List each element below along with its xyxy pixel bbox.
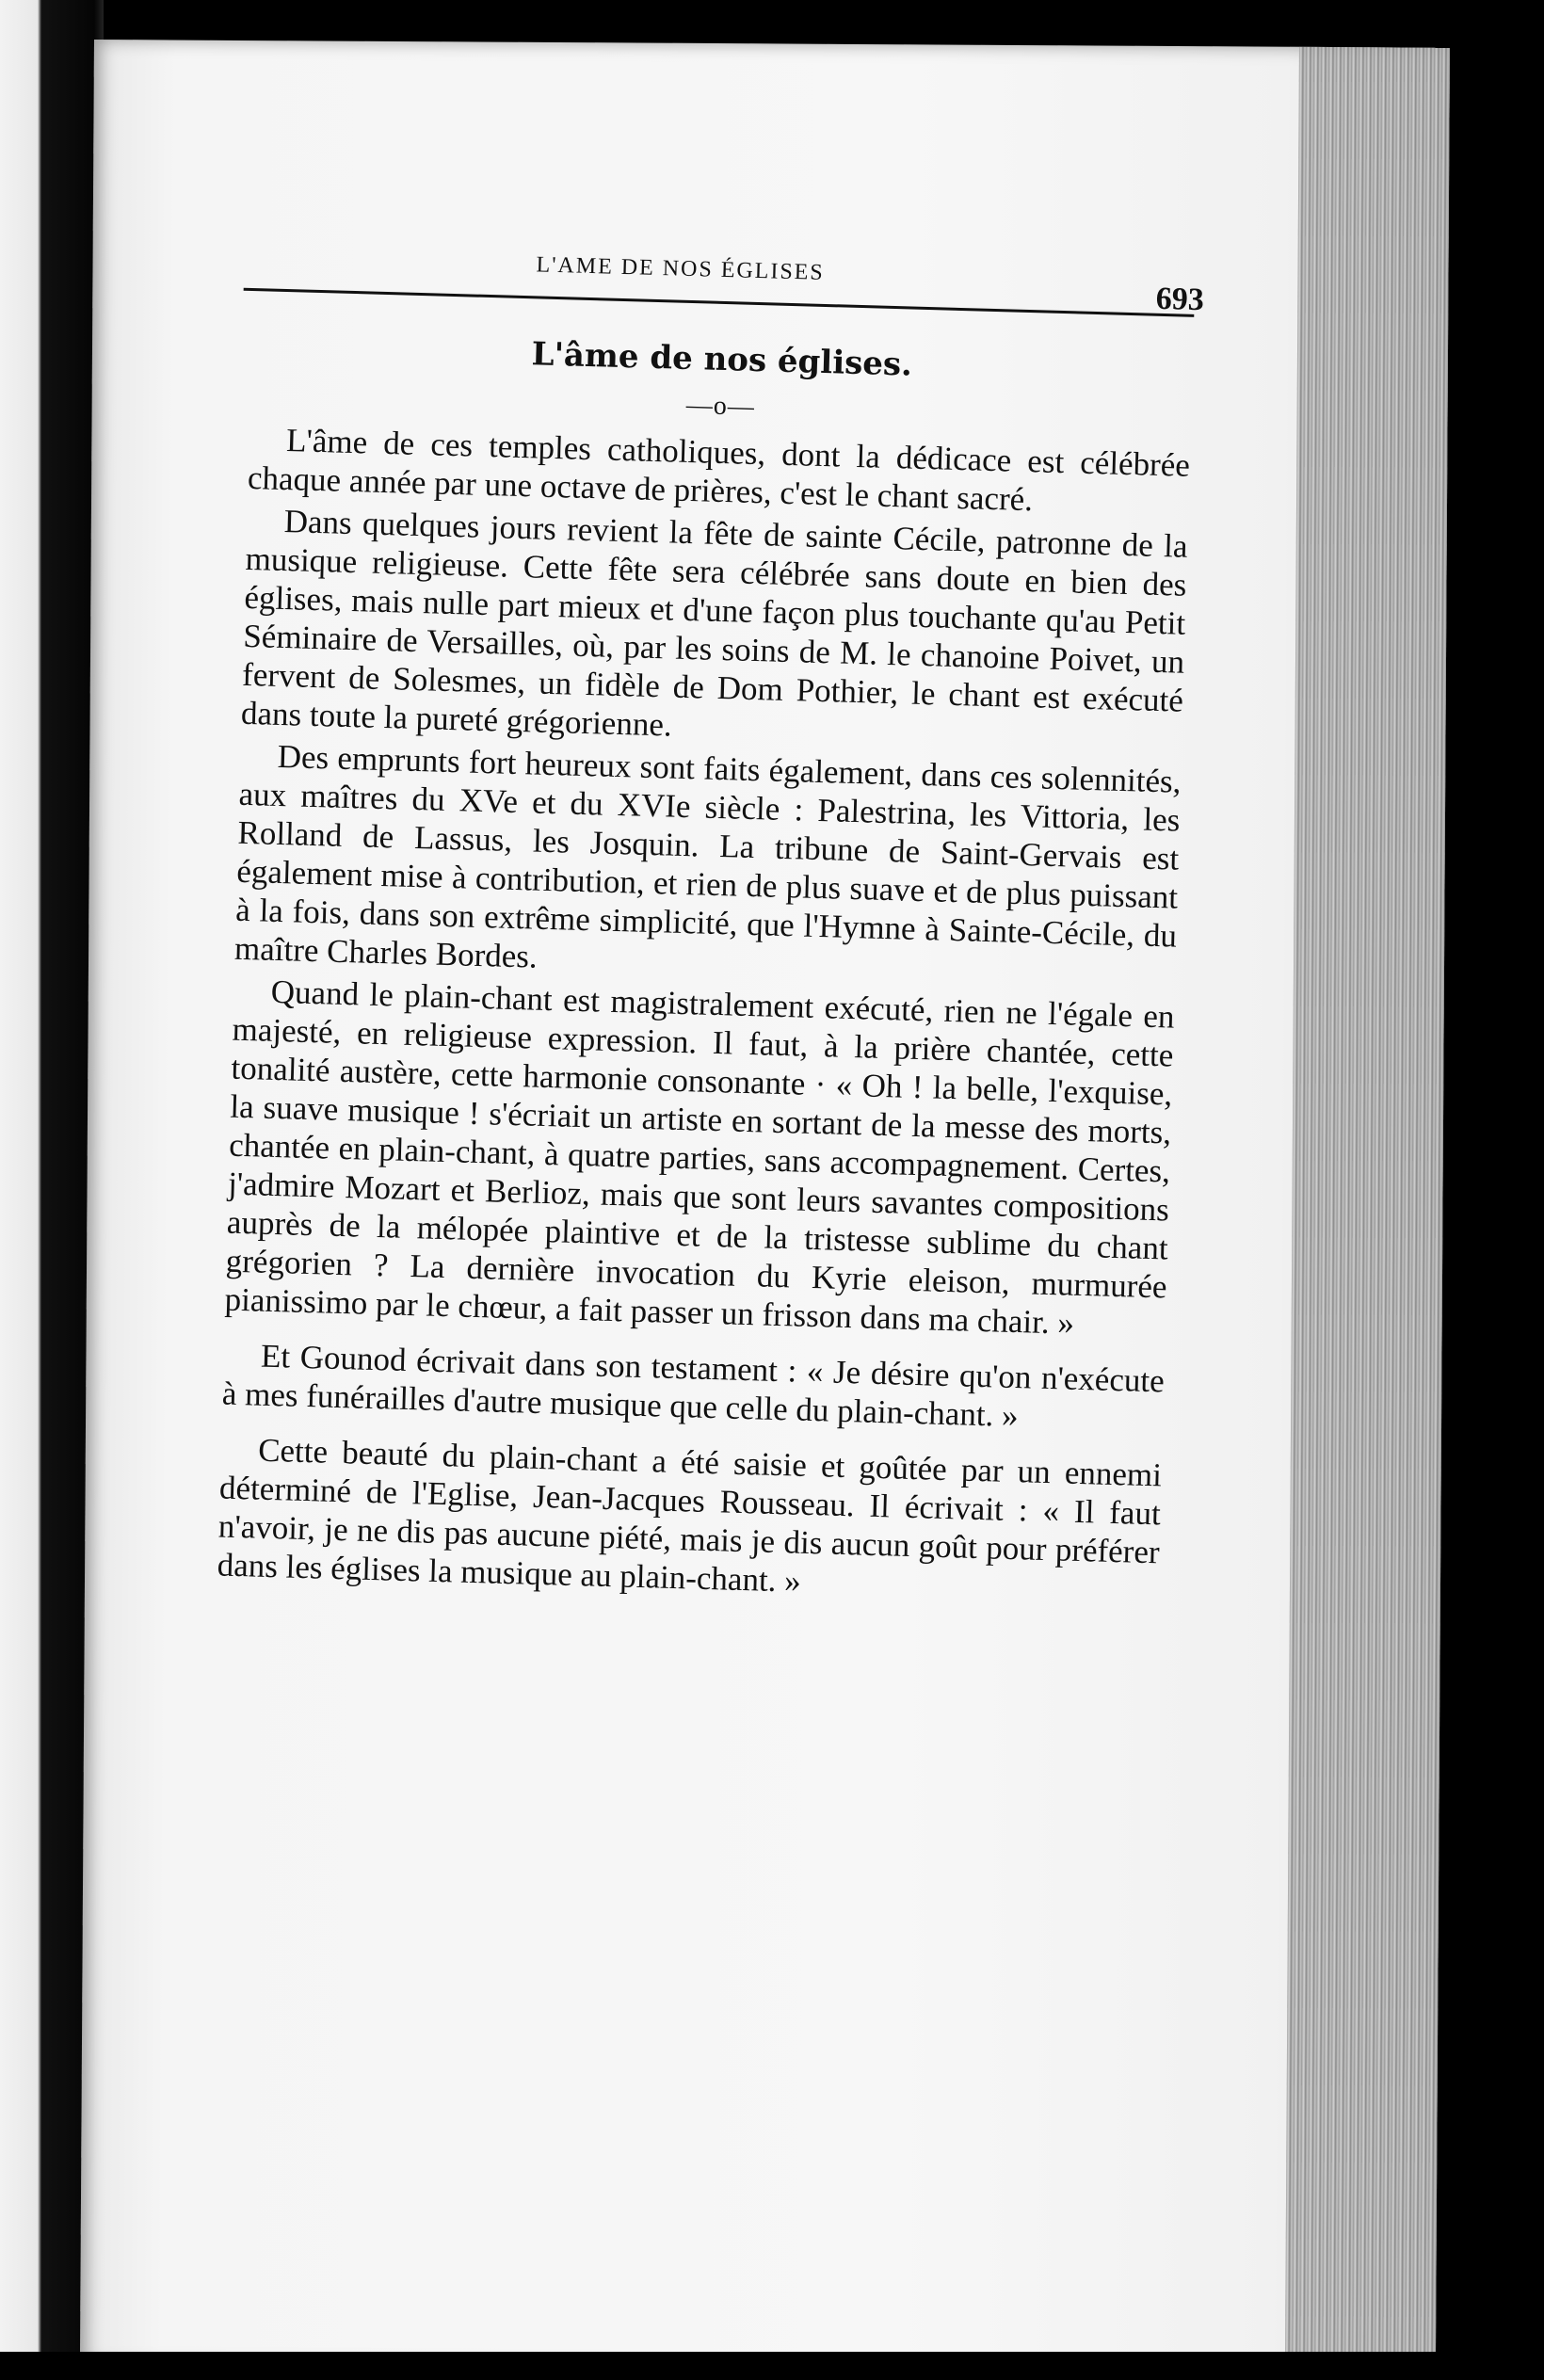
page-content <box>217 245 1205 1610</box>
page-edge-stack <box>1285 47 1450 2373</box>
page-number: 693 <box>1155 281 1205 318</box>
article-title: L'âme de nos églises. <box>531 335 913 384</box>
scan-bottom-margin <box>0 2352 1544 2380</box>
paragraph-6: Cette beauté du plain-chant a été saisie et goûtée par un ennemi déterminé de l'Eglise, Jean-Jacques Rousseau. Il écrivait : « Il faut n'avoir, je ne dis pas aucune piété, mais je dis aucun goût pour préférer dans les églises la musique au plain-chant. » <box>217 1431 1163 1600</box>
header-rule <box>244 288 1195 317</box>
running-title: L'AME DE NOS ÉGLISES <box>536 252 826 285</box>
paragraph-4: Quand le plain-chant est magistralement exécuté, rien ne l'égale en majesté, en religieuse expression. Il faut, à la prière chantée, cette tonalité austère, cette harmonie consonante · « Oh ! la belle, l'exquise, la suave musique ! s'écriait un artiste en sortant de la messe des morts, chantée en plain-chant, à quatre parties, sans accompagnement. Certes, j'admire Mozart et Berlioz, mais que sont leurs savantes compositions auprès de la mélopée plaintive et de la tristesse sublime du chant grégorien ? La dernière invocation du Kyrie eleison, murmurée pianissimo par le chœur, a fait passer un frisson dans ma chair. » <box>224 973 1176 1342</box>
title-ornament: —o— <box>685 390 756 422</box>
paragraph-3: Des emprunts fort heureux sont faits également, dans ces solennités, aux maîtres du XVe et du XVIe siècle : Palestrina, les Vittoria, les Rolland de Lassus, les Josquin. La tribune de Saint-Gervais est également mise à contribution, et rien de plus suave et de plus puissant à la fois, dans son extrême simplicité, que l'Hymne à Sainte-Cécile, du maître Charles Bordes. <box>233 737 1182 975</box>
paragraph-2: Dans quelques jours revient la fête de sainte Cécile, patronne de la musique religieuse. Cette fête sera célébrée sans doute en bien des églises, mais nulle part mieux et d'une façon plus touchante qu'au Petit Séminaire de Versailles, où, par les soins de M. le chanoine Poivet, un fervent de Solesmes, un fidèle de Dom Pothier, le chant est exécuté dans toute la pureté grégorienne. <box>240 503 1188 744</box>
paragraph-1: L'âme de ces temples catholiques, dont la dédicace est célébrée chaque année par une octave de prières, c'est le chant sacré. <box>247 422 1191 519</box>
paragraph-5: Et Gounod écrivait dans son testament : « Je désire qu'on n'exécute à mes funérailles d'autre musique que celle du plain-chant. » <box>221 1337 1166 1435</box>
